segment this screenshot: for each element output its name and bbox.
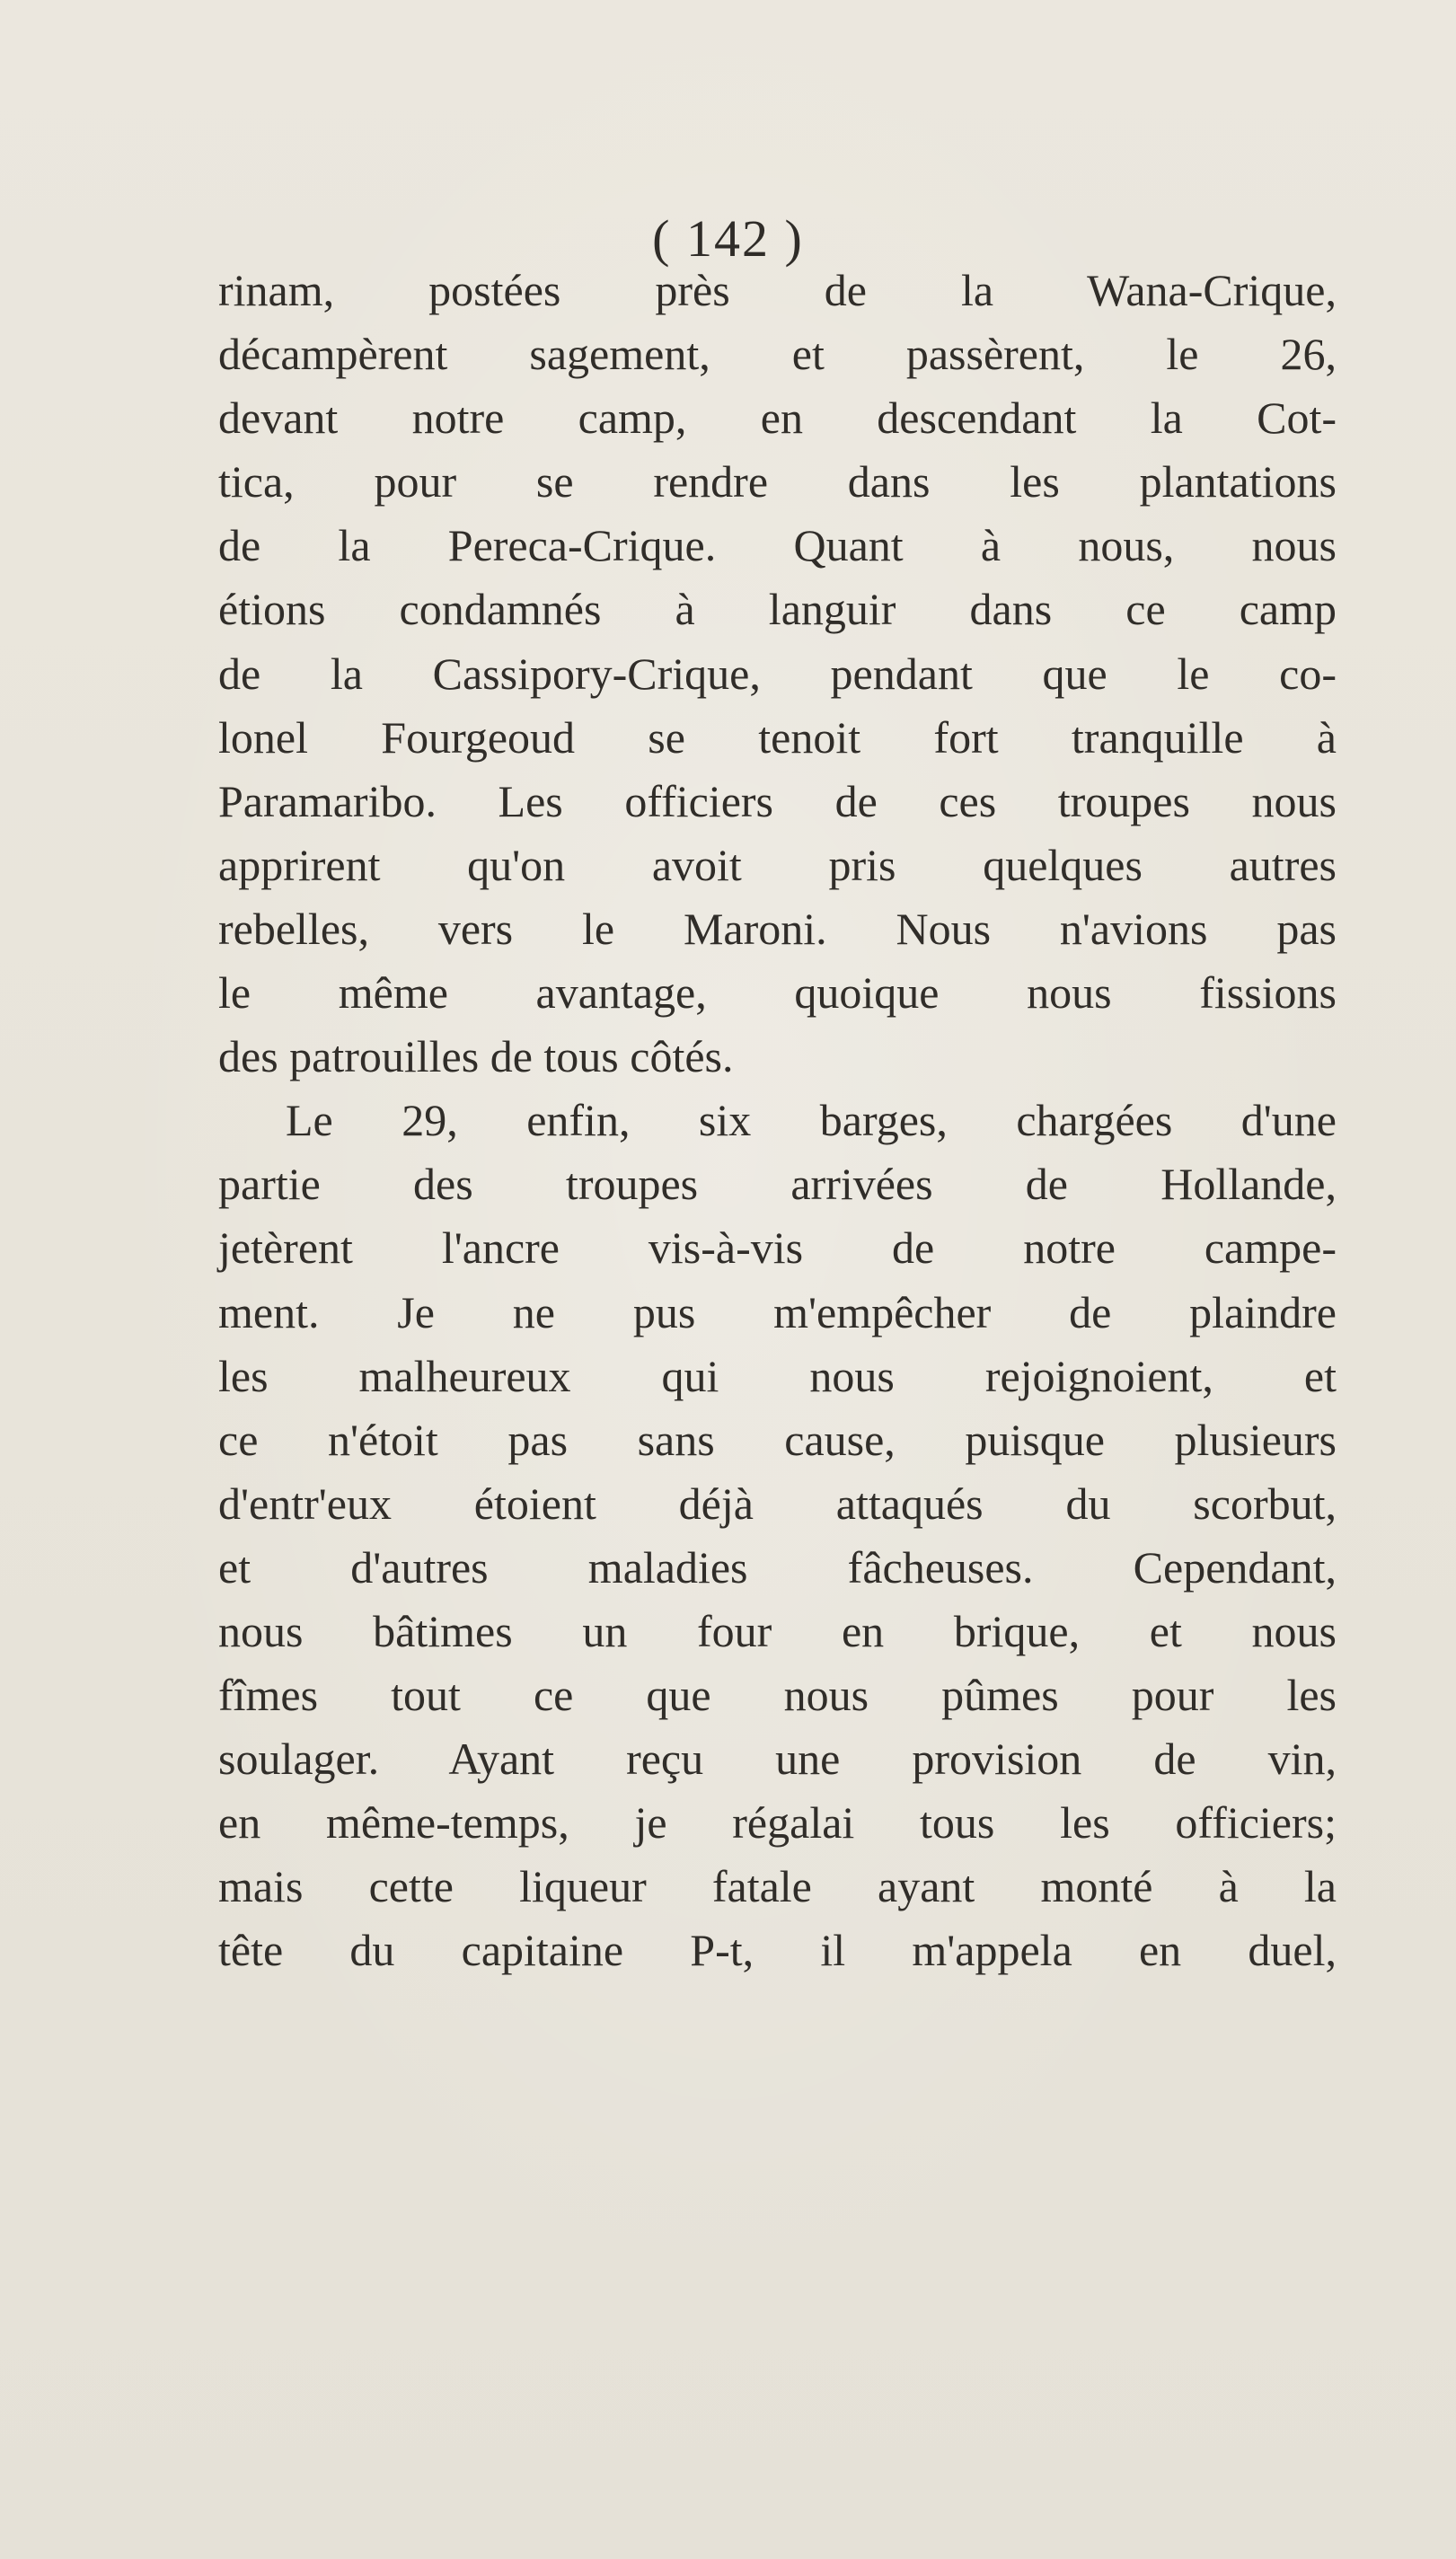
text-line: devant notre camp, en descendant la Cot- bbox=[218, 393, 1337, 444]
text-line: soulager. Ayant reçu une provision de vin, bbox=[218, 1734, 1337, 1785]
text-line: étions condamnés à languir dans ce camp bbox=[218, 584, 1337, 635]
text-line: en même-temps, je régalai tous les officiers; bbox=[218, 1797, 1337, 1849]
text-line: fîmes tout ce que nous pûmes pour les bbox=[218, 1670, 1337, 1721]
text-line: le même avantage, quoique nous fissions bbox=[218, 967, 1337, 1019]
text-line: apprirent qu'on avoit pris quelques autres bbox=[218, 839, 1337, 890]
text-line: rinam, postées près de la Wana-Crique, bbox=[218, 265, 1337, 315]
text-line: ce n'étoit pas sans cause, puisque plusieurs bbox=[218, 1414, 1337, 1465]
text-line: et d'autres maladies fâcheuses. Cependant, bbox=[218, 1541, 1337, 1593]
body-text bbox=[218, 259, 1337, 1983]
text-line: de la Pereca-Crique. Quant à nous, nous bbox=[218, 520, 1337, 571]
paragraph-start-line: Le 29, enfin, six barges, chargées d'une bbox=[286, 1095, 1337, 1146]
text-line: tête du capitaine P-t, il m'appela en duel, bbox=[218, 1925, 1337, 1976]
text-line: rebelles, vers le Maroni. Nous n'avions pas bbox=[218, 903, 1337, 954]
paragraph-end-line: des patrouilles de tous côtés. bbox=[218, 1031, 734, 1082]
text-line: Paramaribo. Les officiers de ces troupes nous bbox=[218, 775, 1337, 826]
text-line: les malheureux qui nous rejoignoient, et bbox=[218, 1350, 1337, 1401]
text-line: tica, pour se rendre dans les plantations bbox=[218, 456, 1337, 507]
text-line: d'entr'eux étoient déjà attaqués du scorbut, bbox=[218, 1478, 1337, 1529]
text-line: partie des troupes arrivées de Hollande, bbox=[218, 1159, 1337, 1210]
text-line: nous bâtimes un four en brique, et nous bbox=[218, 1605, 1337, 1656]
text-line: lonel Fourgeoud se tenoit fort tranquille à bbox=[218, 711, 1337, 763]
text-line: jetèrent l'ancre vis-à-vis de notre campe- bbox=[218, 1222, 1337, 1274]
page-number: ( 142 ) bbox=[652, 209, 804, 268]
text-line: décampèrent sagement, et passèrent, le 26, bbox=[218, 329, 1337, 380]
text-line: ment. Je ne pus m'empêcher de plaindre bbox=[218, 1286, 1337, 1337]
text-line: de la Cassipory-Crique, pendant que le co- bbox=[218, 648, 1337, 699]
text-line: mais cette liqueur fatale ayant monté à la bbox=[218, 1861, 1337, 1912]
